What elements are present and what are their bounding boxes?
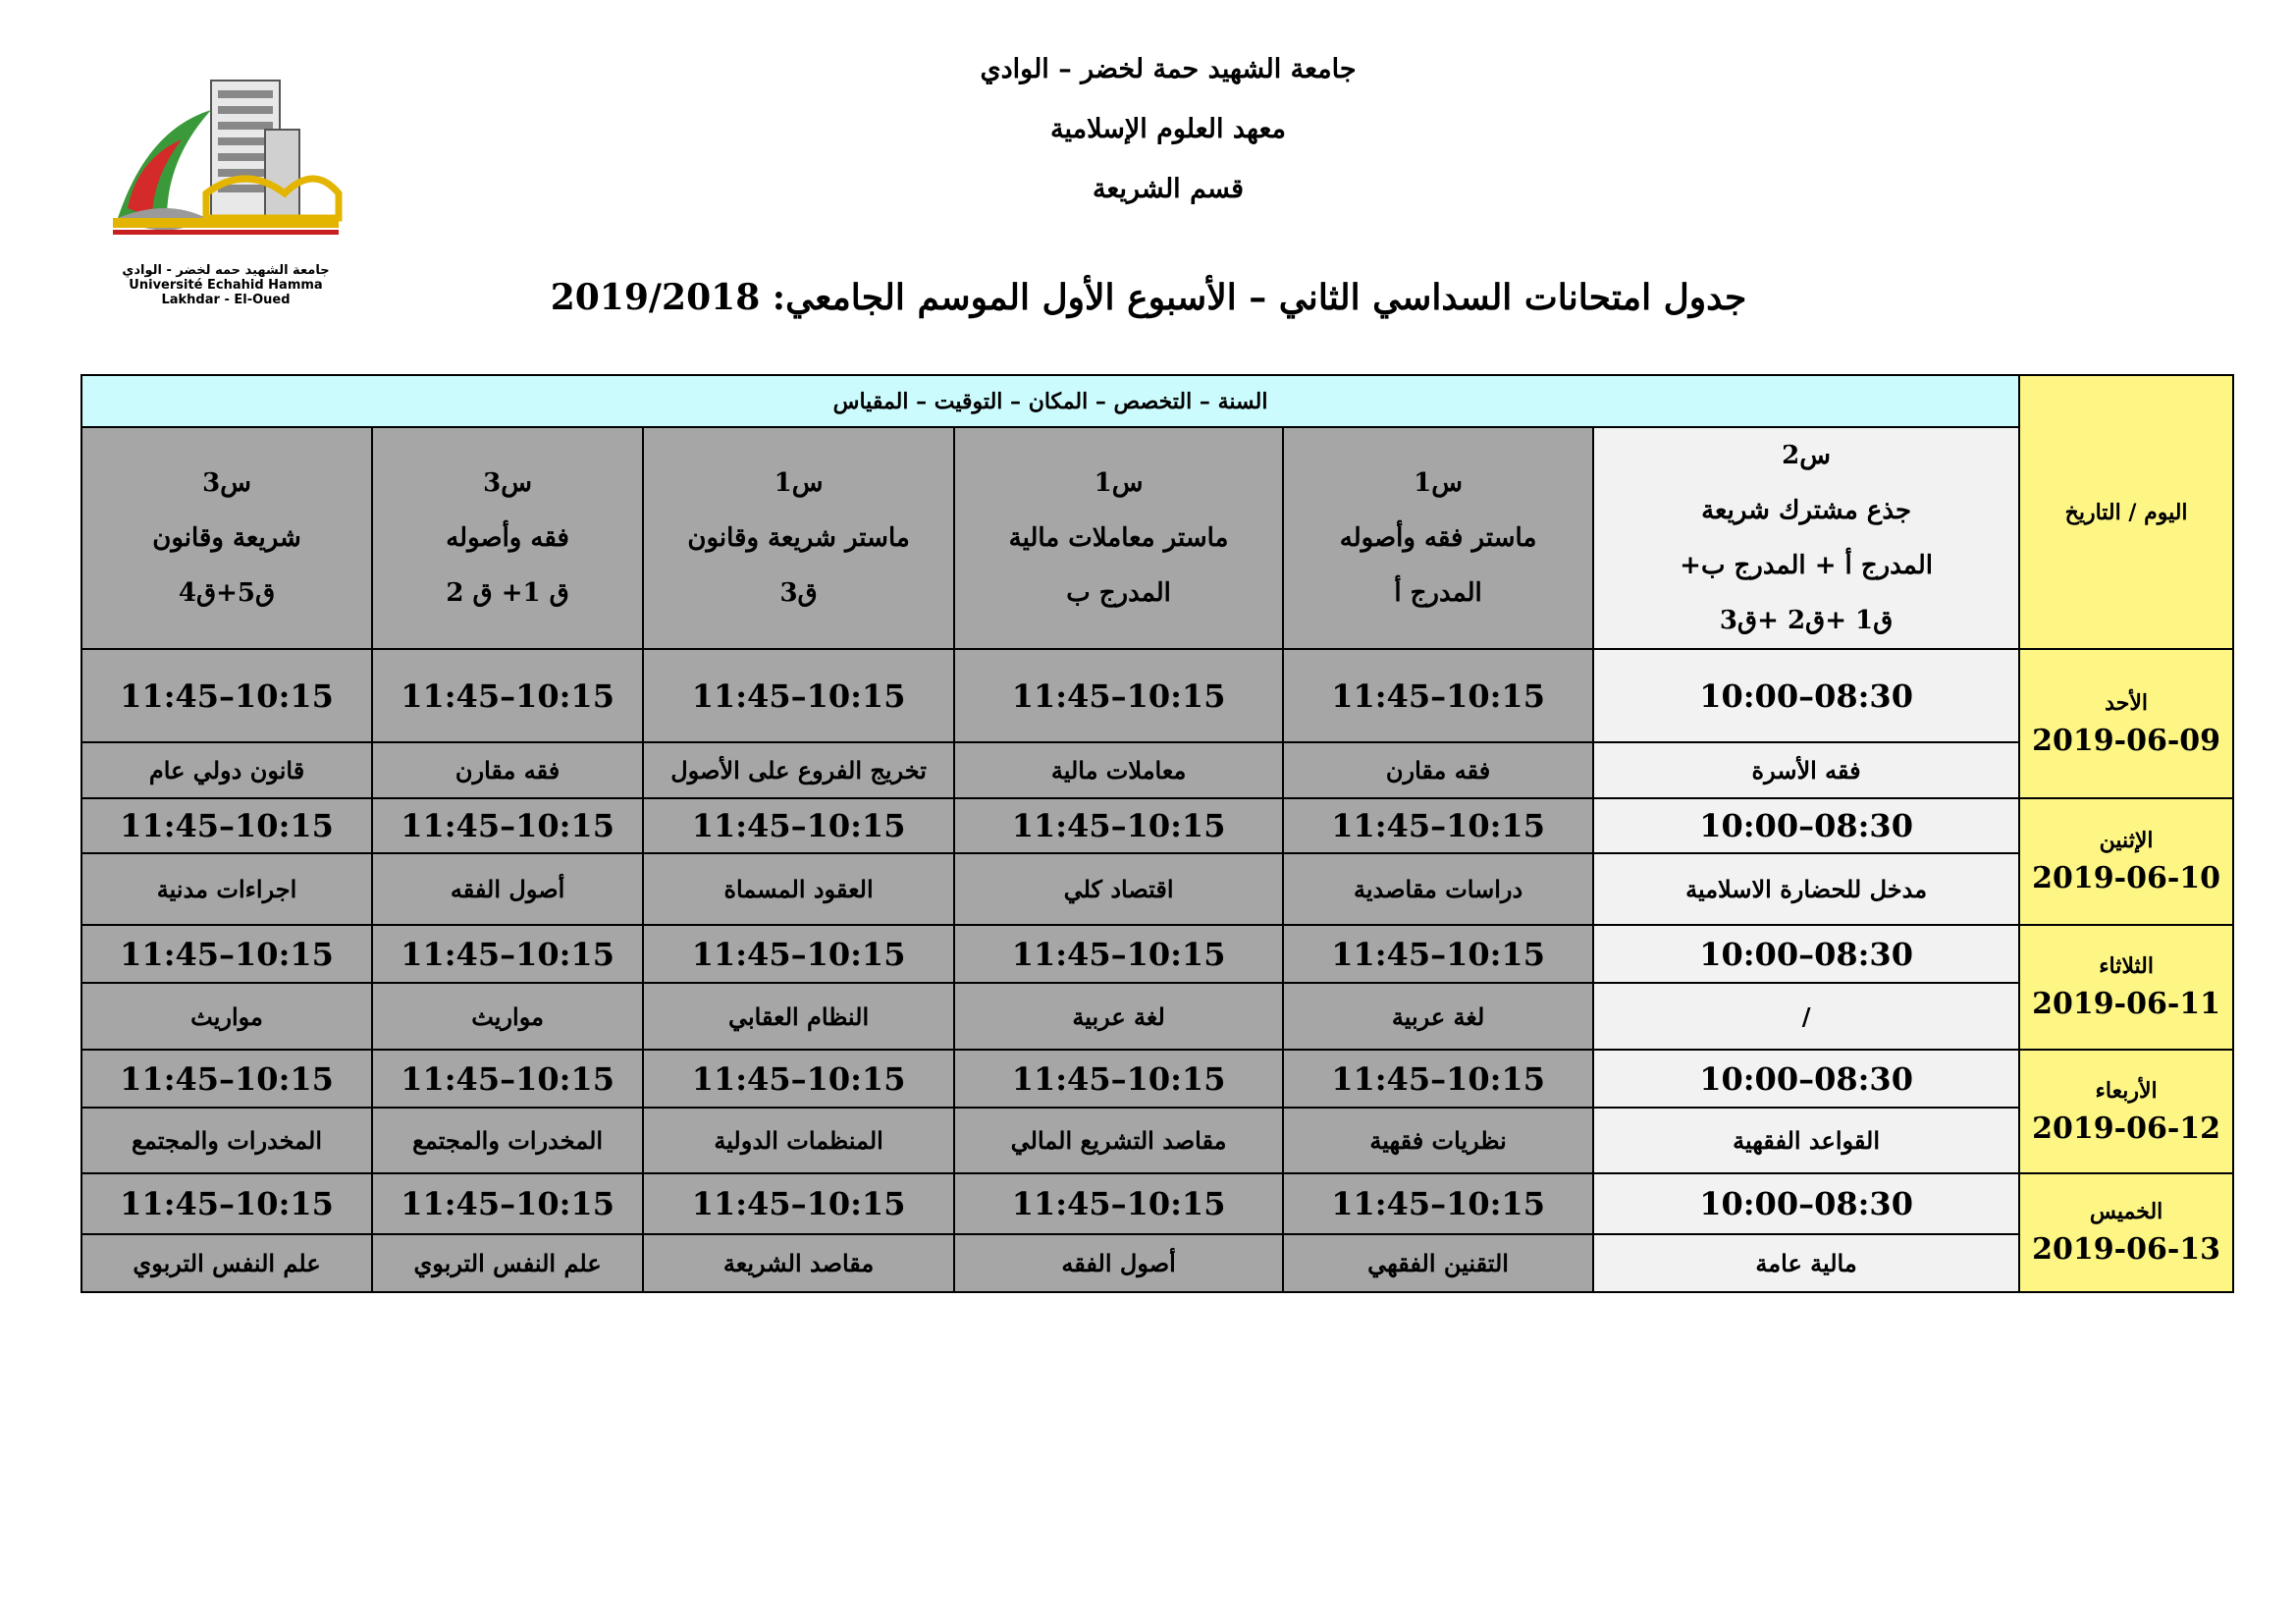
subject-cell: المنظمات الدولية [643, 1108, 954, 1173]
subject-cell: العقود المسماة [643, 853, 954, 925]
column-header-line: س3 [483, 468, 532, 498]
time-row [81, 925, 2233, 983]
day-name: الخميس [2089, 1199, 2163, 1224]
subject-cell: مواريث [81, 983, 372, 1050]
subject-cell: اجراءات مدنية [81, 853, 372, 925]
time-cell: 11:45–10:15 [643, 798, 954, 853]
time-cell: 11:45–10:15 [954, 925, 1283, 983]
time-cell: 11:45–10:15 [1283, 798, 1593, 853]
day-cell [2019, 925, 2233, 1050]
day-cell [2019, 649, 2233, 798]
subject-row [81, 1108, 2233, 1173]
subject-cell: قانون دولي عام [81, 742, 372, 798]
subject-cell: مواريث [372, 983, 643, 1050]
day-date: 2019-06-10 [2032, 861, 2221, 895]
subject-cell: النظام العقابي [643, 983, 954, 1050]
column-header-line: س2 [1782, 441, 1831, 470]
time-cell: 11:45–10:15 [1283, 649, 1593, 742]
subject-cell: لغة عربية [1283, 983, 1593, 1050]
subject-cell: مالية عامة [1593, 1234, 2019, 1292]
department-name: قسم الشريعة [1092, 174, 1245, 204]
university-logo [108, 71, 344, 287]
column-header-line: شريعة وقانون [152, 523, 301, 553]
time-cell: 10:00–08:30 [1593, 798, 2019, 853]
subject-cell: القواعد الفقهية [1593, 1108, 2019, 1173]
time-cell: 11:45–10:15 [643, 1173, 954, 1234]
subject-row [81, 742, 2233, 798]
day-date: 2019-06-09 [2032, 723, 2221, 758]
column-header-4 [643, 427, 954, 649]
day-date-header: اليوم / التاريخ [2019, 375, 2233, 649]
time-cell: 11:45–10:15 [372, 925, 643, 983]
column-header-line: ق3 [779, 578, 818, 608]
time-cell: 11:45–10:15 [1283, 925, 1593, 983]
day-date: 2019-06-11 [2032, 987, 2221, 1021]
subject-cell: فقه مقارن [1283, 742, 1593, 798]
day-name: الأربعاء [2095, 1077, 2158, 1104]
time-cell: 11:45–10:15 [643, 925, 954, 983]
subject-cell: أصول الفقه [954, 1234, 1283, 1292]
time-cell: 11:45–10:15 [954, 798, 1283, 853]
column-header-line: المدرج أ + المدرج ب+ [1680, 551, 1933, 580]
schedule-title: جدول امتحانات السداسي الثاني – الأسبوع الأول الموسم الجامعي: 2019/2018 [550, 277, 1747, 318]
exam-schedule-table [80, 374, 2234, 1293]
time-cell: 10:00–08:30 [1593, 649, 2019, 742]
university-name: جامعة الشهيد حمة لخضر – الوادي [980, 54, 1357, 84]
day-cell [2019, 798, 2233, 925]
day-date: 2019-06-13 [2032, 1232, 2221, 1267]
subject-cell: نظريات فقهية [1283, 1108, 1593, 1173]
logo-caption-french: Université Echahid Hamma Lakhdar - El-Oued [129, 278, 323, 307]
day-name: الإثنين [2099, 828, 2154, 853]
column-header-2 [1283, 427, 1593, 649]
column-header-line: س1 [1414, 468, 1463, 498]
time-cell: 11:45–10:15 [81, 925, 372, 983]
time-cell: 11:45–10:15 [372, 798, 643, 853]
columns-header: السنة – التخصص – المكان – التوقيت – المقياس [81, 375, 2019, 427]
day-cell [2019, 1050, 2233, 1173]
subject-cell: مقاصد التشريع المالي [954, 1108, 1283, 1173]
time-cell: 11:45–10:15 [954, 649, 1283, 742]
column-header-6 [81, 427, 372, 649]
time-cell: 10:00–08:30 [1593, 1173, 2019, 1234]
column-header-5 [372, 427, 643, 649]
time-row [81, 798, 2233, 853]
time-cell: 10:00–08:30 [1593, 1050, 2019, 1108]
column-header-line: ماستر فقه وأصوله [1339, 523, 1537, 553]
day-date: 2019-06-12 [2032, 1110, 2221, 1146]
column-header-line: المدرج أ [1394, 578, 1482, 608]
subject-cell: علم النفس التربوي [372, 1234, 643, 1292]
header-row-columns [81, 427, 2233, 649]
time-cell: 11:45–10:15 [81, 1173, 372, 1234]
column-header-line: جذع مشترك شريعة [1701, 496, 1912, 525]
day-name: الثلاثاء [2099, 953, 2154, 979]
subject-cell: المخدرات والمجتمع [81, 1108, 372, 1173]
subject-cell: معاملات مالية [954, 742, 1283, 798]
subject-cell: فقه الأسرة [1593, 742, 2019, 798]
institute-name: معهد العلوم الإسلامية [1050, 114, 1286, 144]
subject-cell: تخريج الفروع على الأصول [643, 742, 954, 798]
subject-cell: دراسات مقاصدية [1283, 853, 1593, 925]
subject-cell: لغة عربية [954, 983, 1283, 1050]
column-header-line: ماستر معاملات مالية [1008, 523, 1229, 553]
subject-cell: علم النفس التربوي [81, 1234, 372, 1292]
time-cell: 11:45–10:15 [1283, 1050, 1593, 1108]
time-cell: 11:45–10:15 [372, 1050, 643, 1108]
column-header-line: المدرج ب [1066, 578, 1171, 608]
column-header-line: س1 [774, 468, 824, 498]
subject-cell: مدخل للحضارة الاسلامية [1593, 853, 2019, 925]
subject-cell: التقنين الفقهي [1283, 1234, 1593, 1292]
column-header-3 [954, 427, 1283, 649]
column-header-line: س3 [202, 468, 251, 498]
time-row [81, 1050, 2233, 1108]
subject-cell: أصول الفقه [372, 853, 643, 925]
subject-cell: فقه مقارن [372, 742, 643, 798]
header-row-top [81, 375, 2233, 427]
column-header-line: ق 1+ ق 2 [446, 578, 569, 608]
subject-row [81, 983, 2233, 1050]
university-logo-icon [108, 71, 344, 267]
time-cell: 11:45–10:15 [372, 649, 643, 742]
time-cell: 11:45–10:15 [372, 1173, 643, 1234]
column-header-1 [1593, 427, 2019, 649]
header [883, 39, 1453, 219]
time-row [81, 1173, 2233, 1234]
column-header-line: ماستر شريعة وقانون [687, 523, 910, 553]
time-cell: 11:45–10:15 [81, 798, 372, 853]
column-header-line: فقه وأصوله [446, 523, 569, 553]
subject-row [81, 853, 2233, 925]
column-header-line: ق5+ق4 [178, 578, 276, 608]
subject-cell: مقاصد الشريعة [643, 1234, 954, 1292]
time-cell: 11:45–10:15 [643, 1050, 954, 1108]
subject-row [81, 1234, 2233, 1292]
day-name: الأحد [2105, 689, 2148, 716]
subject-cell: اقتصاد كلي [954, 853, 1283, 925]
logo-caption [108, 263, 344, 307]
subject-cell: / [1593, 983, 2019, 1050]
subject-cell: المخدرات والمجتمع [372, 1108, 643, 1173]
time-cell: 11:45–10:15 [643, 649, 954, 742]
day-cell [2019, 1173, 2233, 1292]
column-header-line: س1 [1094, 468, 1144, 498]
time-cell: 11:45–10:15 [954, 1050, 1283, 1108]
time-cell: 11:45–10:15 [81, 1050, 372, 1108]
time-cell: 10:00–08:30 [1593, 925, 2019, 983]
time-cell: 11:45–10:15 [954, 1173, 1283, 1234]
column-header-line: ق1 +ق2 +ق3 [1719, 606, 1894, 635]
time-row [81, 649, 2233, 742]
logo-caption-arabic: جامعة الشهيد حمه لخضر - الوادي [122, 263, 330, 278]
time-cell: 11:45–10:15 [81, 649, 372, 742]
time-cell: 11:45–10:15 [1283, 1173, 1593, 1234]
